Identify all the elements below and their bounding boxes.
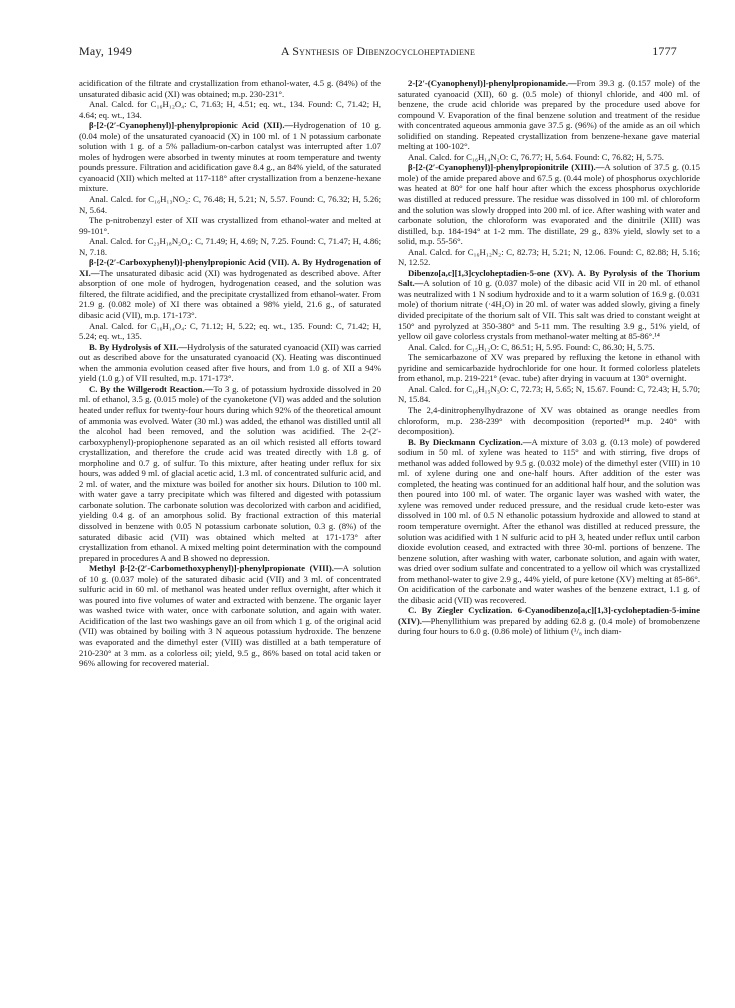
paragraph bbox=[398, 342, 700, 353]
paragraph bbox=[79, 321, 381, 342]
paragraph bbox=[398, 384, 700, 405]
paragraph-heading: C. By Ziegler Cyclization. 6-Cyanodibenzo[a,c][1,3]-cycloheptadien-5-imine (XIV).— bbox=[398, 605, 700, 626]
paragraph-text: Anal. Calcd. for C₁₆H₁₃NO₂: C, 76.48; H, 5.21; N, 5.57. Found: C, 76.32; H, 5.26; N, 5.64. bbox=[79, 194, 381, 215]
paragraph-text: Anal. Calcd. for C₁₅H₁₂O: C, 86.51; H, 5.95. Found: C, 86.30; H, 5.75. bbox=[408, 341, 655, 352]
paragraph-heading: β-[2-(2′-Cyanophenyl)]-phenylpropionitrile (XIII).— bbox=[408, 162, 605, 173]
paragraph-heading: Dibenzo[a,c][1,3]cycloheptadien-5-one (XV). A. By Pyrolysis of the Thorium Salt.— bbox=[398, 267, 700, 289]
paragraph bbox=[398, 605, 700, 637]
left-column bbox=[79, 78, 381, 669]
paragraph-text: Anal. Calcd. for C₁₆H₁₅N₃O: C, 72.73; H, 5.65; N, 15.67. Found: C, 72.43; H, 5.70; N, 15.84. bbox=[398, 383, 700, 405]
header-title: A Synthesis of Dibenzocycloheptadiene bbox=[280, 44, 476, 58]
paragraph-text: The semicarbazone of XV was prepared by refluxing the ketone in ethanol with pyridine and semicarbazide hydrochloride for one hour. It formed colorless platelets from ethanol, m.p. 219-221° (evac. tube) after drying in vacuum at 130° overnight. bbox=[398, 352, 700, 384]
paragraph-heading: B. By Dieckmann Cyclization.— bbox=[408, 436, 532, 447]
paragraph-text: The p-nitrobenzyl ester of XII was crystallized from ethanol-water and melted at 99-101°. bbox=[79, 215, 381, 236]
paragraph bbox=[398, 405, 700, 437]
right-column bbox=[398, 78, 700, 637]
paragraph-text: The unsaturated dibasic acid (XI) was hydrogenated as described above. After absorption of one mole of hydrogen, hydrogenation ceased, and the solution was filtered, the filtrate acidified, and the precipitate crystallized from ethanol-water. From 21.9 g. (0.082 mole) of XI there was obtained a 98% yield, 21.6 g., of saturated dibasic acid (VII), m.p. 171-173°. bbox=[79, 267, 381, 321]
paragraph-text: Anal. Calcd. for C₁₆H₁₄N₂O: C, 76.77; H, 5.64. Found: C, 76.82; H, 5.75. bbox=[408, 151, 664, 162]
paragraph bbox=[398, 78, 700, 152]
paragraph bbox=[79, 120, 381, 194]
paragraph-text: acidification of the filtrate and crystallization from ethanol-water, 4.5 g. (84%) of the unsaturated dibasic acid (XI) was obtained; m.p. 230-231°. bbox=[79, 78, 381, 99]
paragraph-heading: β-[2-(2′-Carboxyphenyl)]-phenylpropionic Acid (VII). A. By Hydrogenation of XI.— bbox=[79, 257, 381, 278]
paragraph-text: Anal. Calcd. for C₁₆H₁₂N₂: C, 82.73; H, 5.21; N, 12.06. Found: C, 82.88; H, 5.16; N, 12.52. bbox=[398, 246, 700, 268]
paragraph bbox=[79, 563, 381, 668]
paragraph bbox=[79, 257, 381, 320]
paragraph bbox=[79, 342, 381, 384]
paragraph-text: Anal. Calcd. for C₁₆H₁₄O₄: C, 71.12; H, 5.22; eq. wt., 135. Found: C, 71.42; H, 5.24; eq. wt., 135. bbox=[79, 320, 381, 342]
paragraph-text: The 2,4-dinitrophenylhydrazone of XV was obtained as orange needles from chloroform, m.p. 238-239° with decomposition (reported¹⁴ m.p. 240° with decomposition). bbox=[398, 404, 700, 437]
paragraph-heading: 2-[2′-(Cyanophenyl)]-phenylpropionamide.— bbox=[408, 78, 577, 88]
paragraph-text: A solution of 37.5 g. (0.15 mole) of the amide prepared above and 67.5 g. (0.44 mole) of phosphorus oxychloride was heated at 80° for one half hour after which the excess phosphorus oxychloride was distilled at reduced pressure. The residue was dissolved in 100 ml. of chloroform and the solution was slowly dropped into 200 ml. of ice. After washing with water and carbonate solution, the chloroform was evaporated and the dinitrile (XIII) was distilled, b.p. 184-194° at 1-2 mm. The distillate, 29 g., 83% yield, slowly set to a solid, m.p. 55-56°. bbox=[398, 162, 700, 247]
header-date: May, 1949 bbox=[79, 44, 133, 58]
paragraph-heading: Methyl β-[2-(2′-Carbomethoxyphenyl)]-phenylpropionate (VIII).— bbox=[89, 563, 343, 574]
paragraph-text: Phenyllithium was prepared by adding 62.8 g. (0.4 mole) of bromobenzene during four hours to 6.0 g. (0.86 mole) of lithium (¹/₈ inch diam- bbox=[398, 615, 700, 637]
paragraph bbox=[398, 152, 700, 163]
paragraph bbox=[79, 78, 381, 99]
paragraph bbox=[79, 215, 381, 236]
paragraph bbox=[79, 236, 381, 257]
page-number: 1777 bbox=[652, 44, 677, 58]
paragraph-text: To 3 g. of potassium hydroxide dissolved in 20 ml. of ethanol, 3.5 g. (0.015 mole) of the cyanoketone (VI) was added and the solution heated under reflux for twenty-four hours during which 92% of the theoretical amount of ammonia was evolved. Water (30 ml.) was added, the ethanol was distilled until all the alcohol had been removed, and the solution was acidified. The 2-(2′-carboxyphenyl)-propiophenone separated as an oil which resisted all efforts toward crystallization, and therefore the crude acid was treated directly with 1.8 g. of morpholine and 0.7 g. of sulfur. To this mixture, after heating under reflux for six hours, was added 9 ml. of glacial acetic acid, 1.3 ml. of concentrated sulfuric acid, and 2 ml. of water, and the mixture was boiled for another six hours. Dilution to 100 ml. with water gave a tarry precipitate which was filtered and digested with potassium carbonate solution. The carbonate solution was decolorized with carbon and acidified, yielding 0.4 g. of an amorphous solid. By fractional extraction of this material dissolved in benzene with 0.05 N potassium carbonate solution, 0.3 g. (8%) of the saturated dibasic acid (VII) was obtained which melted at 171-173° after crystallization from ethanol. A mixed melting point determination with the compound prepared in procedures A and B showed no depression. bbox=[79, 383, 381, 563]
paragraph-text: A mixture of 3.03 g. (0.13 mole) of powdered sodium in 50 ml. of xylene was heated to 115° and with stirring, five drops of methanol was added followed by 9.5 g. (0.032 mole) of the dimethyl ester (VIII) in 10 ml. of xylene during one and one-half hours. After addition of the ester was completed, the heating was continued for an additional half hour, and the solution was then poured into 100 ml. of water. The organic layer was washed with water, the xylene was removed under reduced pressure, and the residual crude keto-ester was dissolved in 100 ml. of 0.5 N ethanolic potassium hydroxide and allowed to stand at room temperature overnight. After the ethanol was distilled at reduced pressure, the solution was acidified with 1 N sulfuric acid to pH 3, heated under reflux until carbon dioxide evolution ceased, and extracted with three 30-ml. portions of benzene. The benzene solution, after washing with water, carbonate solution, and again with water, was dried over sodium sulfate and concentrated to a yellow oil which was crystallized from methanol-water to give 2.9 g., 44% yield, of pure ketone (XV) melting at 85-86°. On acidification of the carbonate and water washes of the benzene extract, 1.1 g. of the dibasic acid (VII) was recovered. bbox=[398, 436, 700, 605]
paragraph-heading: β-[2-(2′-Cyanophenyl)]-phenylpropionic Acid (XII).— bbox=[89, 120, 294, 131]
paragraph bbox=[398, 437, 700, 606]
paragraph-text: A solution of 10 g. (0.037 mole) of the dibasic acid VII in 20 ml. of ethanol was neutralized with 1 N sodium hydroxide and to it a warm solution of 16.9 g. (0.031 mole) of thorium nitrate (·4H₂O) in 20 ml. of water was added slowly, giving a finely divided precipitate of the thorium salt of VII. This salt was dried to constant weight at 150° and pyrolyzed at 350-380° and 5-11 mm. The resulting 3.9 g., 51% yield, of yellow oil gave colorless crystals from methanol-water melting at 85-86°.¹⁴ bbox=[398, 278, 700, 342]
paragraph-text: From 39.3 g. (0.157 mole) of the saturated cyanoacid (XII), 60 g. (0.5 mole) of thionyl chloride, and 400 ml. of benzene, the crude acid chloride was prepared by the procedure used above for compound V. Evaporation of the final benzene solution and treatment of the residue with concentrated aqueous ammonia gave 37.5 g. (96%) of the amide as an oil which solidified on standing. Repeated crystallization from benzene-hexane gave material melting at 100-102°. bbox=[398, 78, 700, 152]
paragraph bbox=[398, 268, 700, 342]
paragraph bbox=[398, 352, 700, 384]
running-header bbox=[79, 44, 677, 60]
paragraph-heading: C. By the Willgerodt Reaction.— bbox=[89, 383, 214, 394]
paragraph bbox=[79, 99, 381, 120]
paragraph-text: Hydrolysis of the saturated cyanoacid (XII) was carried out as described above for the unsaturated cyanoacid (X). Heating was discontinued when the ammonia evolution ceased after five hours, and from 1.0 g. of XII a 94% yield (1.0 g.) of VII resulted, m.p. 171-173°. bbox=[79, 341, 381, 384]
paragraph-text: Anal. Calcd. for C₂₃H₁₈N₂O₄: C, 71.49; H, 4.69; N, 7.25. Found: C, 71.47; H, 4.86; N, 7.18. bbox=[79, 236, 381, 257]
paragraph bbox=[79, 194, 381, 215]
paragraph bbox=[79, 384, 381, 563]
paragraph bbox=[398, 162, 700, 246]
paragraph-heading: B. By Hydrolysis of XII.— bbox=[89, 341, 188, 352]
paragraph-text: Anal. Calcd. for C₁₆H₁₂O₄: C, 71.63; H, 4.51; eq. wt., 134. Found: C, 71.42; H, 4.64; eq. wt., 134. bbox=[79, 99, 381, 120]
paragraph-text: Hydrogenation of 10 g. (0.04 mole) of the unsaturated cyanoacid (X) in 100 ml. of 1 N potassium carbonate solution with 1 g. of a 5% palladium-on-carbon catalyst was interrupted after 1.07 moles of hydrogen were absorbed in twenty minutes at room temperature and twenty pounds pressure. Filtration and acidification gave 8.4 g., an 84% yield, of the saturated cyanoacid (XII) which melted at 117-118° after crystallization from a benzene-hexane mixture. bbox=[79, 120, 381, 194]
paragraph bbox=[398, 247, 700, 268]
paragraph-text: A solution of 10 g. (0.037 mole) of the saturated dibasic acid (VII) and 3 ml. of concentrated sulfuric acid in 60 ml. of methanol was heated under reflux overnight, after which it was poured into five volumes of water and extracted with benzene. The organic layer was washed twice with water, once with carbonate solution, and again with water. Acidification of the last two washings gave an oil from which 1 g. of the original acid (VII) was obtained by boiling with 3 N aqueous potassium hydroxide. The benzene was evaporated and the dimethyl ester (VIII) was distilled at a bath temperature of 210-230° at 3 mm. as a colorless oil; yield, 9.5 g., 86% based on total acid taken or 96% allowing for recovered material. bbox=[79, 563, 381, 669]
